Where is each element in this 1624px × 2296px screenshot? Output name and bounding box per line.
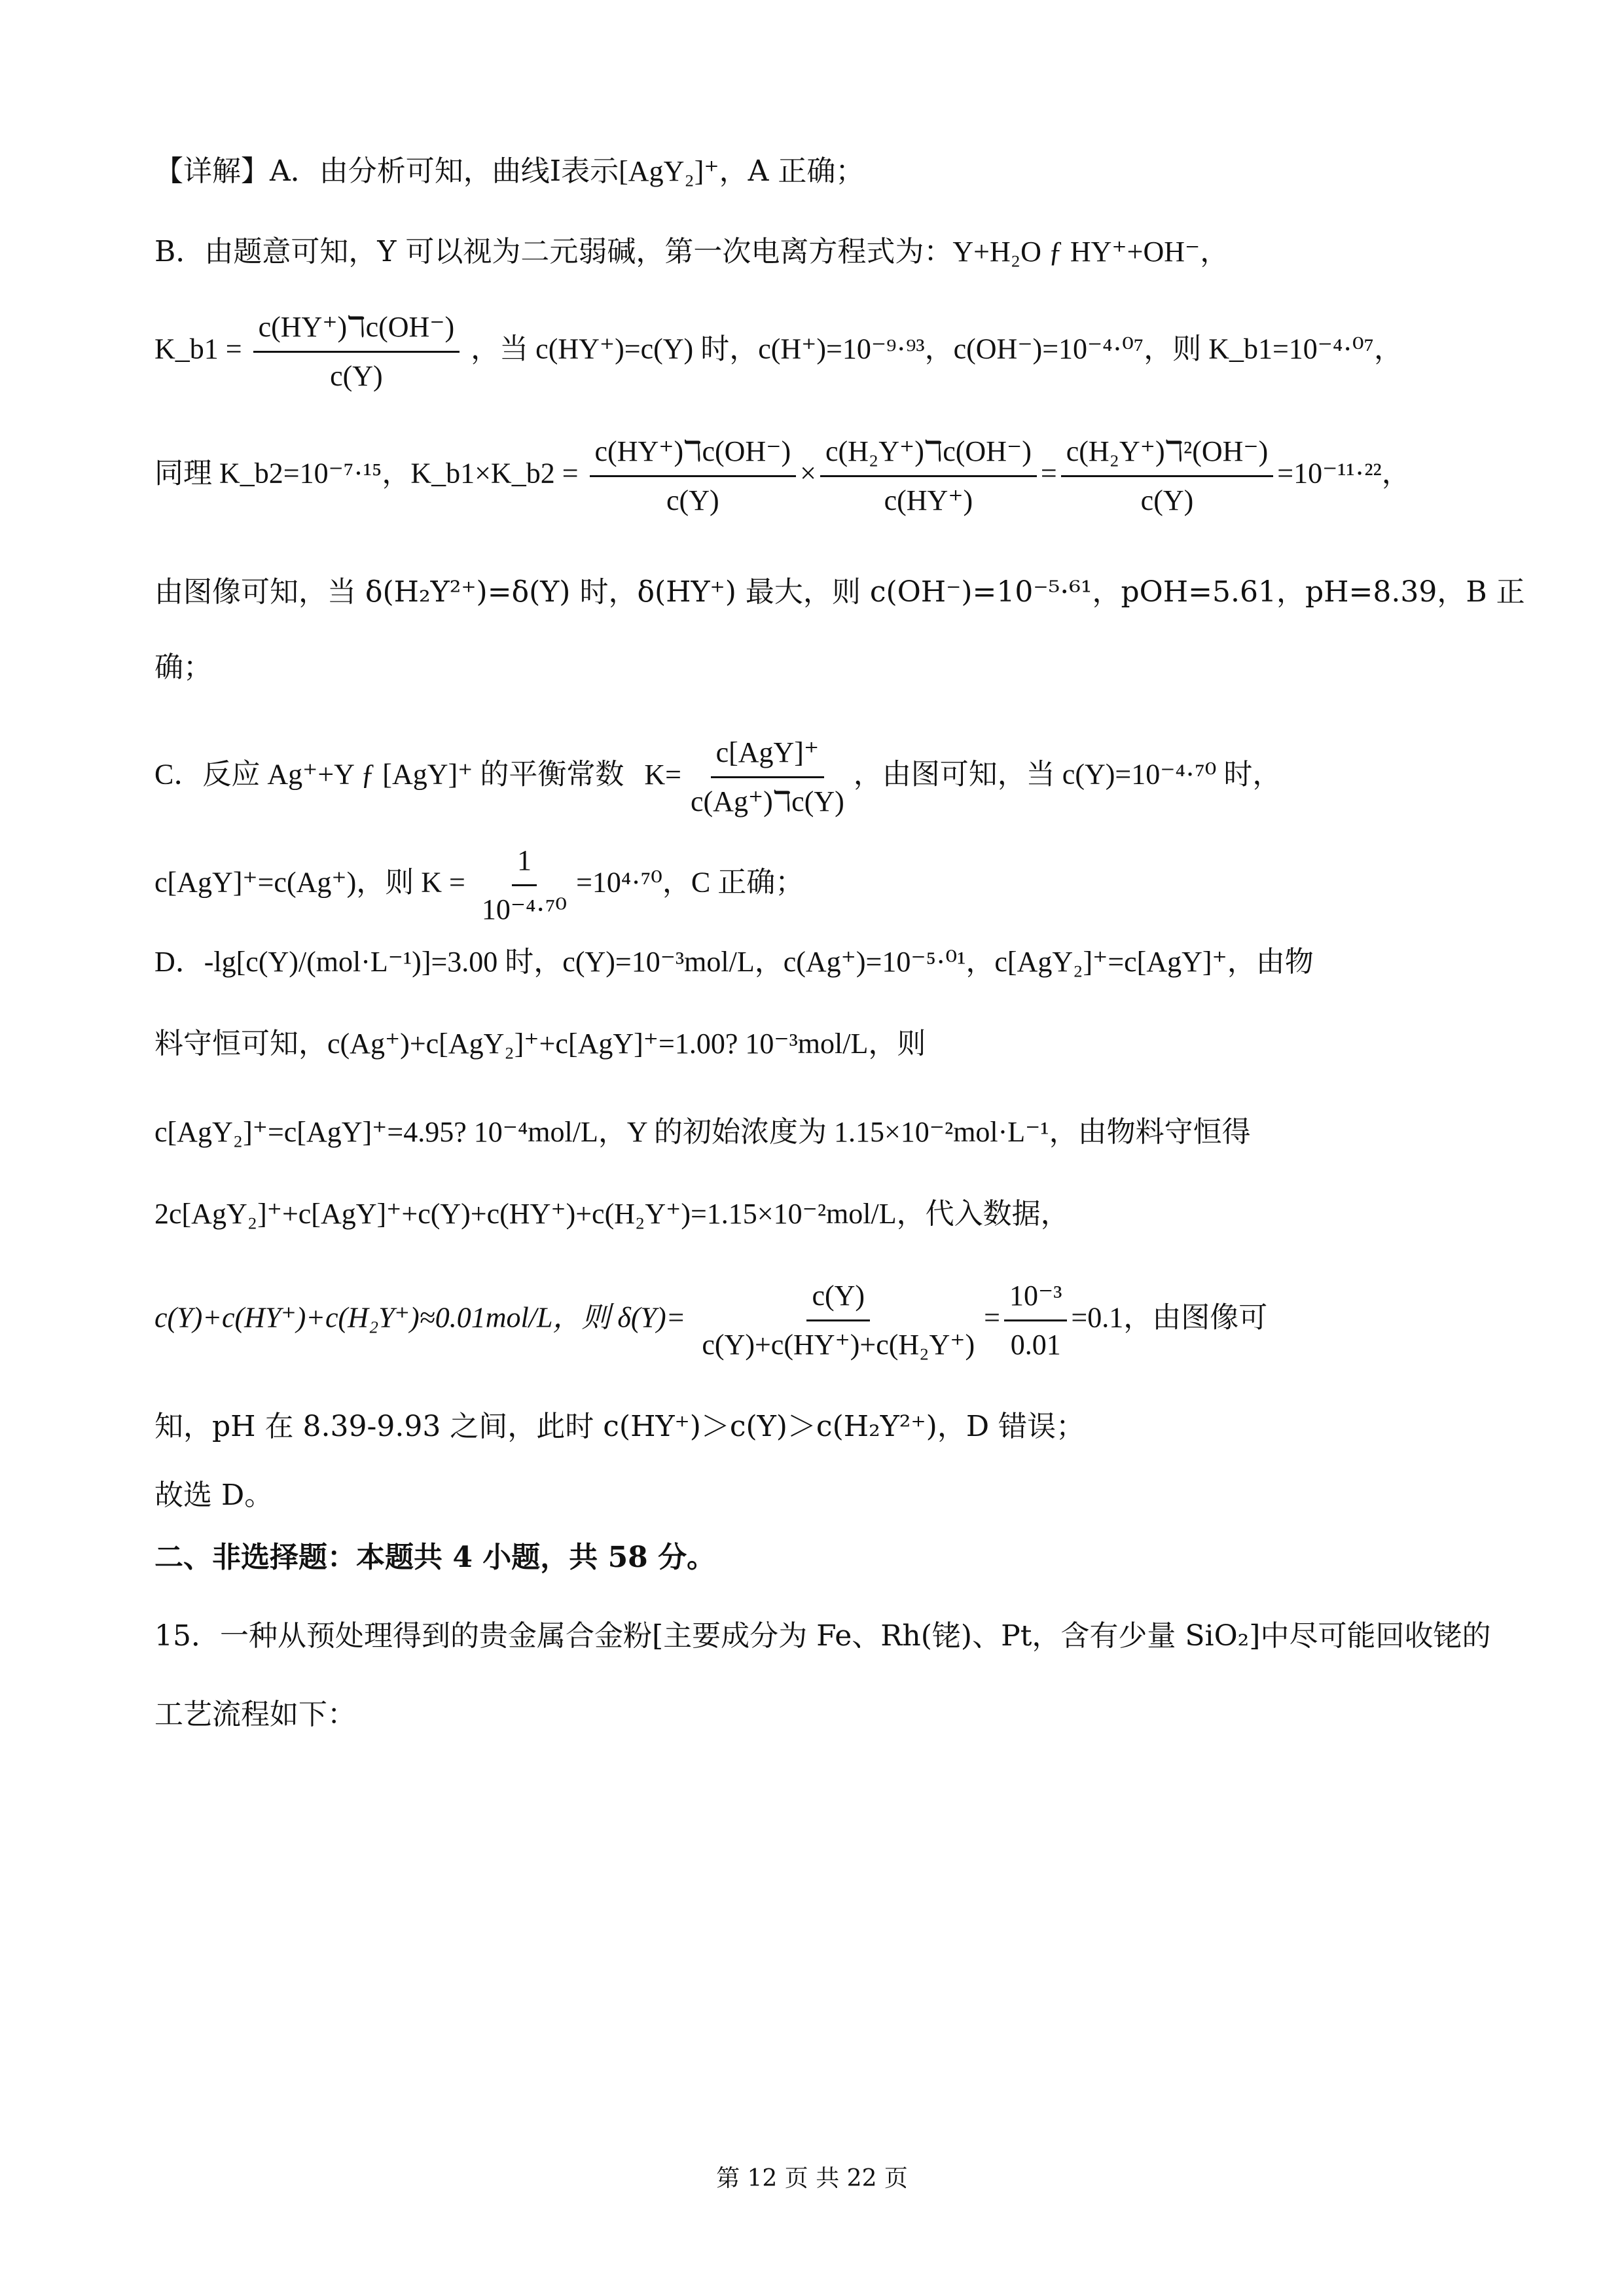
question-15-line-2 <box>154 1695 1470 1734</box>
option-d-text-1: D．-lg[c(Y)/(mol·L⁻¹)]=3.00 时，c(Y)=10⁻³mol/L，c(Ag⁺)=10⁻⁵·⁰¹，c[AgY₂]⁺=c[AgY]⁺，由物 <box>154 946 1314 978</box>
option-d-conclusion: 知，pH 在 8.39-9.93 之间，此时 c(HY⁺)＞c(Y)＞c(H₂Y²⁺)，D 错误； <box>154 1410 1085 1443</box>
kb1-fraction <box>253 308 460 396</box>
final-answer <box>154 1476 1470 1515</box>
option-c-result: =10⁴·⁷⁰，C 正确； <box>576 866 804 899</box>
option-c-text: C．反应 Ag⁺+Y ƒ [AgY]⁺ 的平衡常数 <box>154 758 624 791</box>
question-15-line-1 <box>154 1617 1491 1656</box>
delta-y-equals: = <box>984 1301 1000 1334</box>
kb1-denominator: c(Y) <box>330 360 383 392</box>
kb1-label: K_b1 = <box>154 332 242 365</box>
option-b-line-3: 同理 K_b2=10⁻⁷·¹⁵，K_b1×K_b2 = $\frac{\text{c(HY⁺)ℸc(OH⁻)}}{c(Y)}$ × $\frac{\text{c(H₂Y⁺)ℸc(OH⁻)}}{c(HY^+)}$ = $\frac{\text{c(H₂Y⁺)ℸ²(OH⁻)}}{c(Y)}$ =10⁻¹¹·²²， <box>154 432 1470 520</box>
option-c-line-2 <box>154 841 1470 929</box>
option-b-conclusion: 由图像可知，当 δ(H₂Y²⁺)=δ(Y) 时，δ(HY⁺) 最大，则 c(OH⁻)=10⁻⁵·⁶¹，pOH=5.61，pH=8.39，B 正 <box>154 575 1525 609</box>
product-fraction-3-denominator: c(Y) <box>1140 484 1194 516</box>
equilibrium-constant-numerator: c[AgY]⁺ <box>711 733 825 778</box>
final-answer-text: 故选 D。 <box>154 1479 274 1512</box>
option-d-text-4: 2c[AgY₂]⁺+c[AgY]⁺+c(Y)+c(HY⁺)+c(H₂Y⁺)=1.15×10⁻²mol/L，代入数据， <box>154 1198 1070 1230</box>
option-b-ionization-equation: Y+H₂O ƒ HY⁺+OH⁻， <box>952 236 1229 268</box>
option-d-line-5 <box>154 1276 1470 1365</box>
product-fraction-1-numerator: c(HY⁺)ℸc(OH⁻) <box>590 432 797 477</box>
delta-y-value-fraction <box>1004 1276 1067 1365</box>
equilibrium-constant-fraction <box>685 733 850 821</box>
answer-option-a <box>154 152 1470 191</box>
option-b-line-1 <box>154 232 1470 272</box>
delta-y-fraction <box>696 1276 980 1365</box>
k-value-numerator: 1 <box>512 841 537 886</box>
product-fraction-2-denominator: c(HY⁺) <box>884 484 973 516</box>
detail-tag: 【详解】 <box>154 154 270 188</box>
product-result: =10⁻¹¹·²²， <box>1277 457 1411 490</box>
option-b-verdict: 确； <box>154 651 212 684</box>
kb1-condition: ，当 c(HY⁺)=c(Y) 时，c(H⁺)=10⁻⁹·⁹³，c(OH⁻)=10⁻⁴·⁰⁷，则 K_b1=10⁻⁴·⁰⁷， <box>471 332 1403 365</box>
option-d-text-3: c[AgY₂]⁺=c[AgY]⁺=4.95? 10⁻⁴mol/L，Y 的初始浓度为 1.15×10⁻²mol·L⁻¹，由物料守恒得 <box>154 1116 1251 1148</box>
product-fraction-1 <box>590 432 797 520</box>
option-d-result: =0.1，由图像可 <box>1071 1301 1268 1334</box>
k-value-denominator: 10⁻⁴·⁷⁰ <box>481 893 568 925</box>
option-d-line-4 <box>154 1194 1470 1234</box>
product-fraction-2 <box>820 432 1037 520</box>
option-d-line-3 <box>154 1113 1470 1152</box>
kb2-product-label: 同理 K_b2=10⁻⁷·¹⁵，K_b1×K_b2 = <box>154 457 579 490</box>
option-a-text: A．由分析可知，曲线I表示 <box>270 154 619 188</box>
option-d-line-6 <box>154 1407 1470 1446</box>
option-a-formula: [AgY₂]⁺ <box>619 155 719 187</box>
option-d-line-2 <box>154 1024 1470 1064</box>
option-b-text: B．由题意可知，Y 可以视为二元弱碱，第一次电离方程式为： <box>154 235 953 268</box>
equilibrium-constant-label: K= <box>644 758 681 791</box>
delta-y-numerator: c(Y) <box>806 1276 870 1321</box>
product-fraction-3 <box>1061 432 1274 520</box>
option-c-condition: ，由图可知，当 c(Y)=10⁻⁴·⁷⁰ 时， <box>853 758 1282 791</box>
product-fraction-1-denominator: c(Y) <box>666 484 719 516</box>
option-b-line-5 <box>154 648 1470 687</box>
option-b-line-2 <box>154 308 1470 396</box>
option-d-line-1 <box>154 942 1470 982</box>
option-b-line-4 <box>154 573 1525 612</box>
section-heading-text: 二、非选择题：本题共 4 小题，共 58 分。 <box>154 1541 716 1574</box>
option-c-equality: c[AgY]⁺=c(Ag⁺)，则 K = <box>154 866 465 899</box>
equilibrium-constant-denominator: c(Ag⁺)ℸc(Y) <box>690 785 844 817</box>
product-fraction-2-numerator: c(H₂Y⁺)ℸc(OH⁻) <box>820 432 1037 477</box>
delta-y-value-numerator: 10⁻³ <box>1004 1276 1067 1321</box>
product-fraction-3-numerator: c(H₂Y⁺)ℸ²(OH⁻) <box>1061 432 1274 477</box>
section-heading <box>154 1538 1470 1577</box>
option-d-text-5: c(Y)+c(HY⁺)+c(H₂Y⁺)≈0.01mol/L，则 δ(Y)= <box>154 1301 686 1334</box>
k-value-fraction <box>477 841 572 929</box>
delta-y-value-denominator: 0.01 <box>1010 1329 1061 1361</box>
option-d-text-2: 料守恒可知，c(Ag⁺)+c[AgY₂]⁺+c[AgY]⁺=1.00? 10⁻³mol/L，则 <box>154 1028 926 1060</box>
kb1-numerator: c(HY⁺)ℸc(OH⁻) <box>253 308 460 353</box>
option-a-tail: ，A 正确； <box>719 154 865 188</box>
page-footer: 第 12 页 共 22 页 <box>716 2165 908 2192</box>
question-15-text: 15．一种从预处理得到的贵金属合金粉[主要成分为 Fe、Rh(铑)、Pt，含有少量 SiO₂]中尽可能回收铑的 <box>154 1619 1491 1653</box>
option-c-line-1 <box>154 733 1470 821</box>
delta-y-denominator: c(Y)+c(HY⁺)+c(H₂Y⁺) <box>702 1329 975 1361</box>
question-15-text-2: 工艺流程如下： <box>154 1698 356 1731</box>
